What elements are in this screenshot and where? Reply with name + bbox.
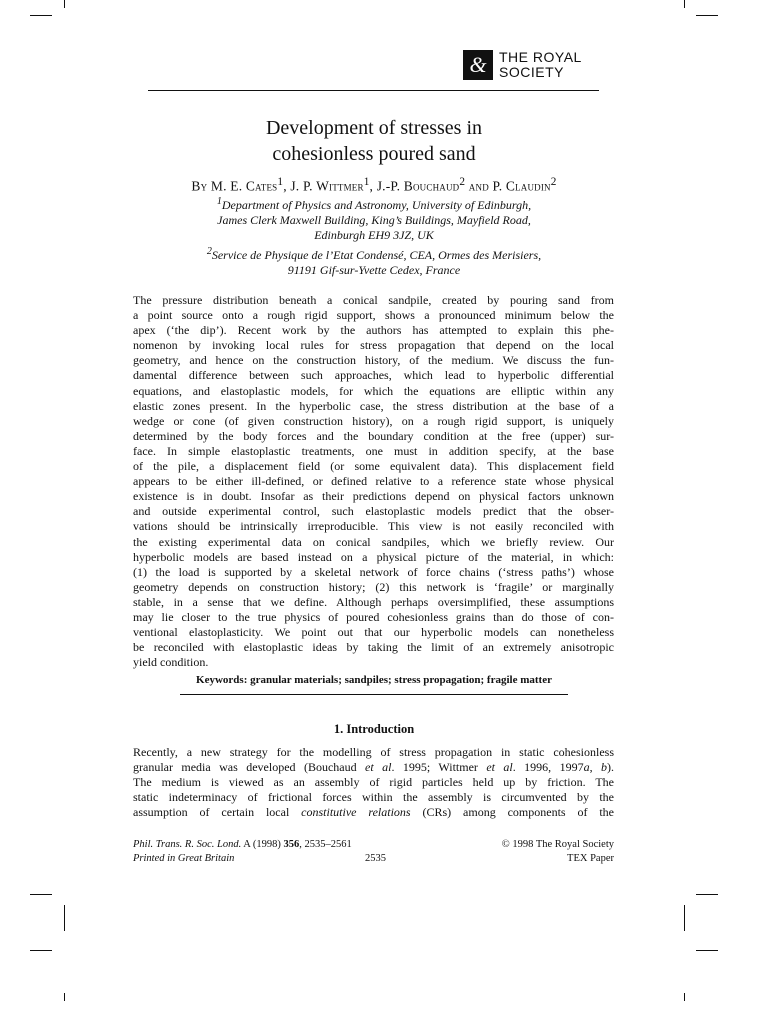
section-number: 1. — [333, 722, 344, 736]
text-run: granular media was developed (Bouchaud — [133, 760, 366, 775]
crop-mark — [30, 894, 52, 895]
abstract-line: stable, in a sense that we define. Although perhaps oversimplified, these assumptions — [133, 594, 614, 609]
crop-mark — [64, 993, 65, 1001]
intro-line: Recently, a new strategy for the modelling of stress propagation in static cohesionless — [133, 745, 614, 759]
byline-and: and — [468, 178, 489, 194]
page-footer — [133, 838, 614, 866]
abstract-line: be reconciled with elastoplastic ideas by taking the limit of an extremely anisotropic — [133, 640, 614, 655]
text-run: b — [601, 760, 608, 775]
abstract-line: a point source onto a rough rigid support, shows a pronounced minimum below the — [133, 308, 614, 323]
author-name: J. P. Wittmer — [290, 178, 364, 194]
logo-line-2: SOCIETY — [499, 64, 564, 80]
logo-monogram-icon: & — [463, 50, 493, 80]
journal-name: Phil. Trans. R. Soc. Lond. — [133, 839, 242, 850]
abstract-line: (1) the load is supported by a skeletal network of force chains (‘stress paths’) whose — [133, 564, 614, 579]
author-sup: 2 — [550, 176, 557, 188]
author-name: P. Claudin — [492, 178, 551, 194]
abstract-line: determined by the body forces and the boundary condition at the free (upper) sur- — [133, 428, 614, 443]
text-run: , — [589, 760, 602, 775]
journal-year: A (1998) — [241, 839, 284, 850]
abstract-line: vations should be intrinsically irreproducible. This view is not easily reconciled with — [133, 519, 614, 534]
text-run: et al — [486, 760, 513, 775]
footer-row-1 — [133, 838, 614, 852]
author-name: J.-P. Bouchaud — [376, 178, 460, 194]
abstract-line: existence is in doubt. Insofar as their predictions depend on physical factors unknown — [133, 489, 614, 504]
copyright: © 1998 The Royal Society — [501, 839, 614, 850]
crop-mark — [696, 894, 718, 895]
abstract-line: hyperbolic models are based instead on a physical picture of the material, in which: — [133, 549, 614, 564]
journal-citation — [133, 838, 352, 852]
author-sup: 2 — [459, 176, 466, 188]
text-run: . 1995; Wittmer — [391, 760, 487, 775]
text-run: . 1996, 1997 — [512, 760, 584, 775]
affiliation-text: Service de Physique de l’Etat Condensé, CEA, Ormes des Merisiers, — [211, 247, 542, 262]
abstract-line: elastic zones present. In the hyperbolic case, the stress distribution at the base of a — [133, 398, 614, 413]
affiliation-sup: 1 — [216, 196, 222, 207]
affiliation-sup: 2 — [206, 245, 212, 257]
crop-mark — [684, 993, 685, 1001]
abstract-line: of the pile, a displacement field (or some equivalent data). This displacement field — [133, 459, 614, 474]
intro-line: static indeterminacy of frictional forces within the assembly is circumvented by the — [133, 790, 614, 805]
abstract-line: ventional elastoplasticity. We point out that our hyperbolic models can nonetheless — [133, 625, 614, 640]
keywords-rule — [180, 694, 568, 695]
paper-title — [120, 115, 628, 167]
header-rule — [148, 90, 599, 91]
author-byline: By M. E. Cates$^1$, J. P. Wittmer$^1$, J.-P. Bouchaud$^2$ and P. Claudin$^2$ — [191, 176, 557, 194]
text-run: constitutive relations — [301, 805, 411, 820]
author-sup: 1 — [277, 176, 284, 188]
journal-volume: 356 — [283, 839, 300, 850]
keywords: Keywords: granular materials; sandpiles; stress propagation; fragile matter — [196, 674, 552, 686]
page-number: 2535 — [365, 853, 386, 864]
crop-mark — [684, 0, 685, 8]
tex-paper: TEX Paper — [567, 853, 614, 864]
introduction-text — [133, 745, 614, 820]
intro-line: The medium is viewed as an assembly of rigid particles held up by friction. The — [133, 775, 614, 790]
abstract-line: geometry, and hence on the construction history, of the medium. We discuss the fun- — [133, 353, 614, 368]
title-line-2: cohesionless poured sand — [272, 143, 476, 165]
affiliation-line — [100, 194, 648, 213]
logo-wordmark — [499, 50, 582, 80]
crop-mark — [64, 0, 65, 8]
crop-mark — [696, 950, 718, 951]
section-title: Introduction — [346, 722, 415, 736]
section-heading — [100, 722, 648, 737]
footer-row-2 — [133, 852, 614, 866]
journal-pages: , 2535–2561 — [299, 839, 352, 850]
abstract-line: geometry depends on construction history; (2) this network is ‘fragile’ or marginally — [133, 579, 614, 594]
crop-mark — [684, 905, 685, 931]
author-name: M. E. Cates — [210, 178, 278, 194]
abstract-line: the existing experimental data on conical sandpiles, which we briefly review. Our — [133, 534, 614, 549]
abstract-line: yield condition. — [133, 655, 209, 670]
affiliations — [100, 194, 648, 278]
affiliation-line: James Clerk Maxwell Building, King’s Buildings, Mayfield Road, — [217, 213, 531, 228]
abstract-line: The pressure distribution beneath a conical sandpile, created by pouring sand from — [133, 293, 614, 307]
abstract — [133, 293, 614, 670]
abstract-line: appears to be either ill-defined, or defined relative to a reference state whose physical — [133, 474, 614, 489]
affiliation-text: Department of Physics and Astronomy, University of Edinburgh, — [221, 198, 532, 212]
crop-mark — [64, 905, 65, 931]
crop-mark — [30, 950, 52, 951]
crop-mark — [696, 15, 718, 16]
text-run: (CRs) among components of the — [410, 805, 614, 820]
abstract-line: apex (‘the dip’). Recent work by the authors has attempted to explain this phe- — [133, 323, 614, 338]
printed-in: Printed in Great Britain — [133, 853, 235, 864]
abstract-line: nomenon by invoking local rules for stress propagation that depend on the local — [133, 338, 614, 353]
royal-society-logo — [463, 50, 596, 82]
text-run: ). — [607, 760, 615, 775]
affiliation-line: 91191 Gif-sur-Yvette Cedex, France — [287, 262, 461, 277]
text-run: assumption of certain local — [133, 805, 302, 820]
title-line-1: Development of stresses in — [265, 117, 483, 139]
affiliation-line: Edinburgh EH9 3JZ, UK — [314, 228, 434, 243]
byline-prefix: By — [191, 178, 208, 194]
text-run: a — [583, 760, 590, 775]
abstract-line: damental difference between such approaches, which lead to hyperbolic differential — [133, 368, 614, 383]
logo-line-1: THE ROYAL — [499, 49, 582, 65]
intro-line — [133, 760, 614, 775]
abstract-line: and outside experimental control, such elastoplastic models predict that the obser- — [133, 504, 614, 519]
abstract-line: may lie closer to the true physics of poured cohesionless grains than do those of con- — [133, 609, 614, 624]
abstract-line: equations, and elastoplastic models, for which the equations are elliptic within any — [133, 383, 614, 398]
abstract-line: face. In simple elastoplastic treatments, one must in addition specify, at the base — [133, 443, 614, 458]
abstract-line: wedge or cone (of given construction history), on a rough rigid support, is uniquely — [133, 413, 614, 428]
author-sup: 1 — [363, 176, 370, 188]
affiliation-line — [100, 244, 648, 263]
intro-line — [133, 805, 614, 820]
crop-mark — [30, 15, 52, 16]
text-run: et al — [365, 760, 392, 775]
